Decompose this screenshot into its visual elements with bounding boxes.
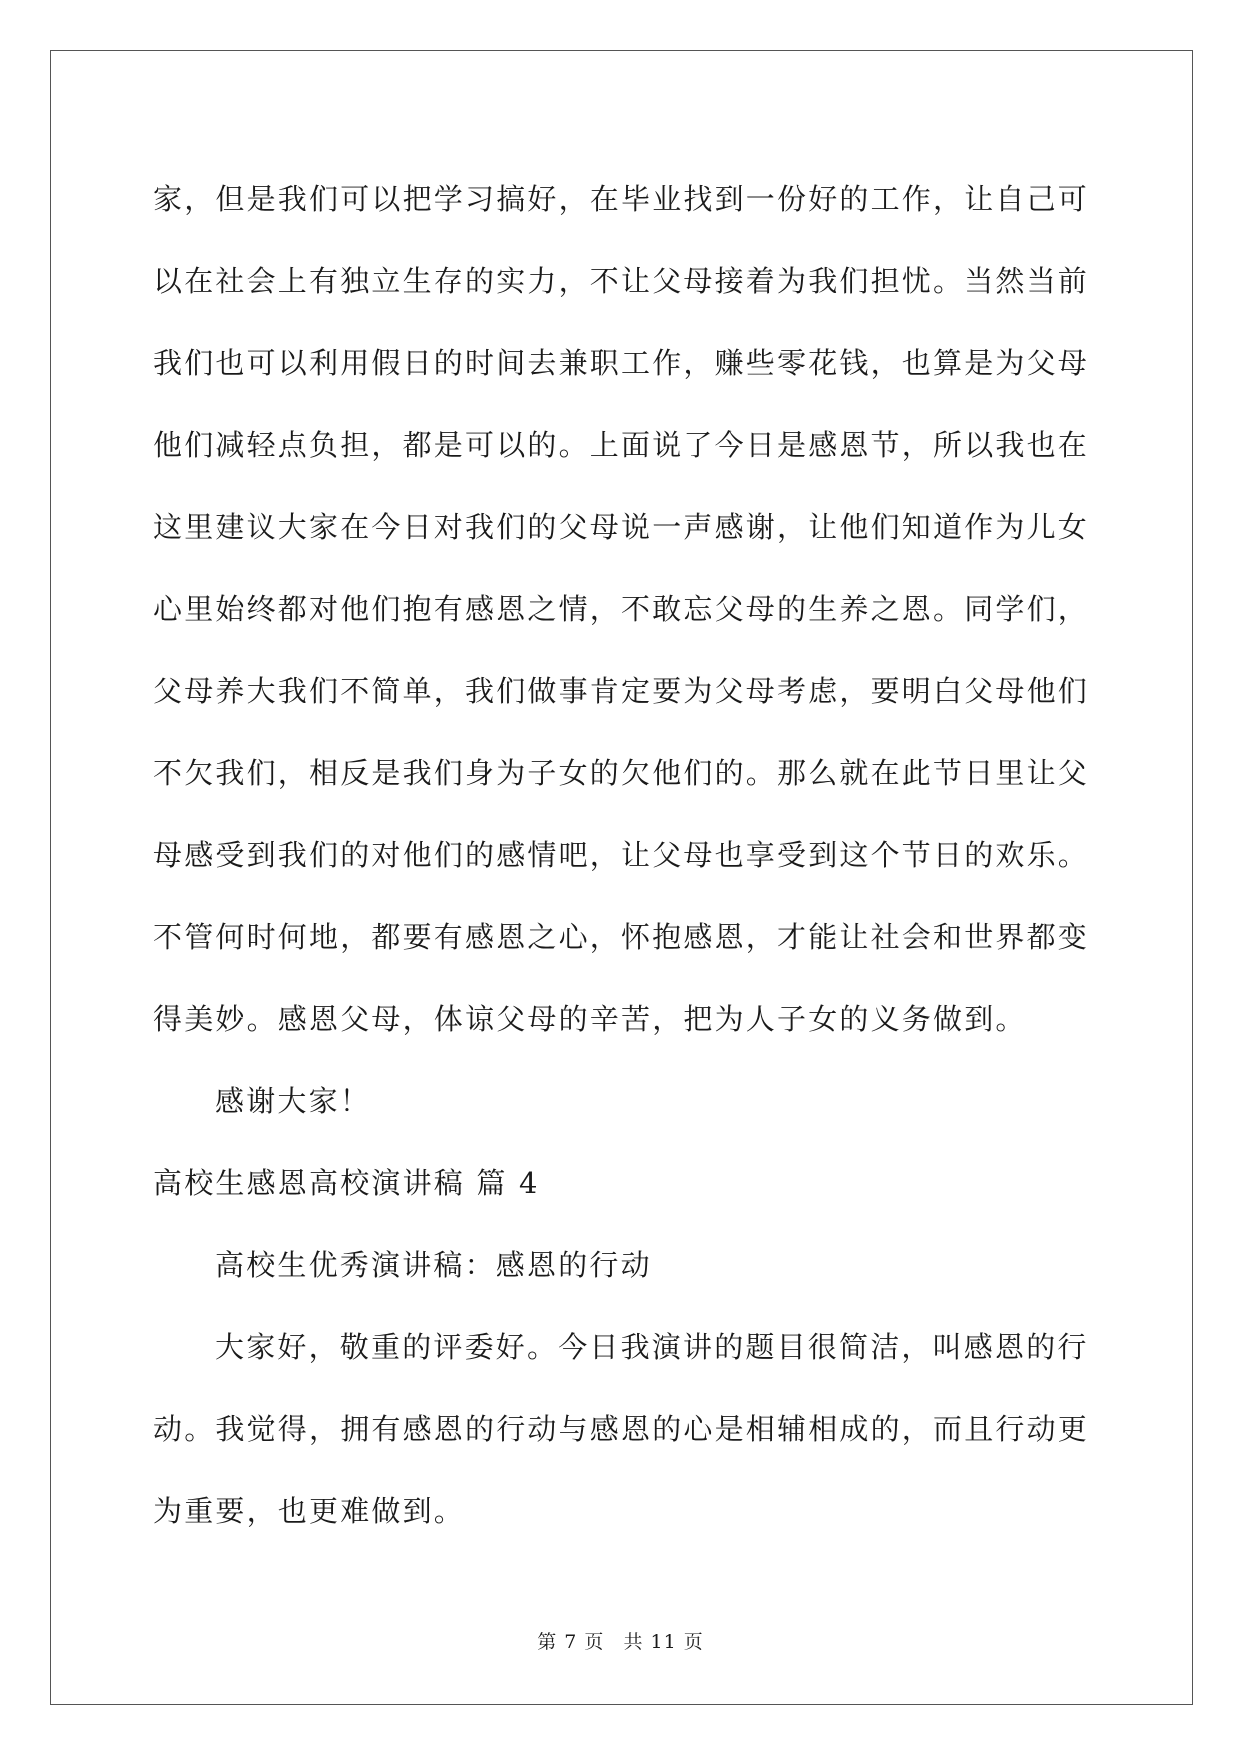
body-line: 动。我觉得，拥有感恩的行动与感恩的心是相辅相成的，而且行动更 bbox=[153, 1412, 1090, 1446]
body-line: 我们也可以利用假日的时间去兼职工作，赚些零花钱，也算是为父母 bbox=[153, 346, 1090, 380]
body-line: 不管何时何地，都要有感恩之心，怀抱感恩，才能让社会和世界都变 bbox=[153, 920, 1090, 954]
body-line: 为重要，也更难做到。 bbox=[153, 1494, 466, 1528]
body-line: 心里始终都对他们抱有感恩之情，不敢忘父母的生养之恩。同学们， bbox=[153, 592, 1090, 626]
body-line: 大家好，敬重的评委好。今日我演讲的题目很简洁，叫感恩的行 bbox=[215, 1330, 1089, 1364]
page-footer bbox=[0, 1627, 1241, 1654]
body-line: 他们减轻点负担，都是可以的。上面说了今日是感恩节，所以我也在 bbox=[153, 428, 1090, 462]
body-line: 以在社会上有独立生存的实力，不让父母接着为我们担忧。当然当前 bbox=[153, 264, 1090, 298]
body-line: 父母养大我们不简单，我们做事肯定要为父母考虑，要明白父母他们 bbox=[153, 674, 1090, 708]
body-line: 母感受到我们的对他们的感情吧，让父母也享受到这个节日的欢乐。 bbox=[153, 838, 1090, 872]
body-line: 不欠我们，相反是我们身为子女的欠他们的。那么就在此节日里让父 bbox=[153, 756, 1090, 790]
page-total: 共 11 页 bbox=[623, 1631, 704, 1653]
speech-title: 高校生优秀演讲稿：感恩的行动 bbox=[215, 1248, 652, 1282]
page-number: 第 7 页 bbox=[537, 1631, 605, 1653]
closing-line: 感谢大家！ bbox=[215, 1084, 372, 1118]
body-line: 家，但是我们可以把学习搞好，在毕业找到一份好的工作，让自己可 bbox=[153, 182, 1090, 216]
body-line: 这里建议大家在今日对我们的父母说一声感谢，让他们知道作为儿女 bbox=[153, 510, 1090, 544]
section-heading: 高校生感恩高校演讲稿 篇 4 bbox=[153, 1166, 540, 1200]
document-body bbox=[153, 158, 1093, 1552]
body-line: 得美妙。感恩父母，体谅父母的辛苦，把为人子女的义务做到。 bbox=[153, 1002, 1027, 1036]
